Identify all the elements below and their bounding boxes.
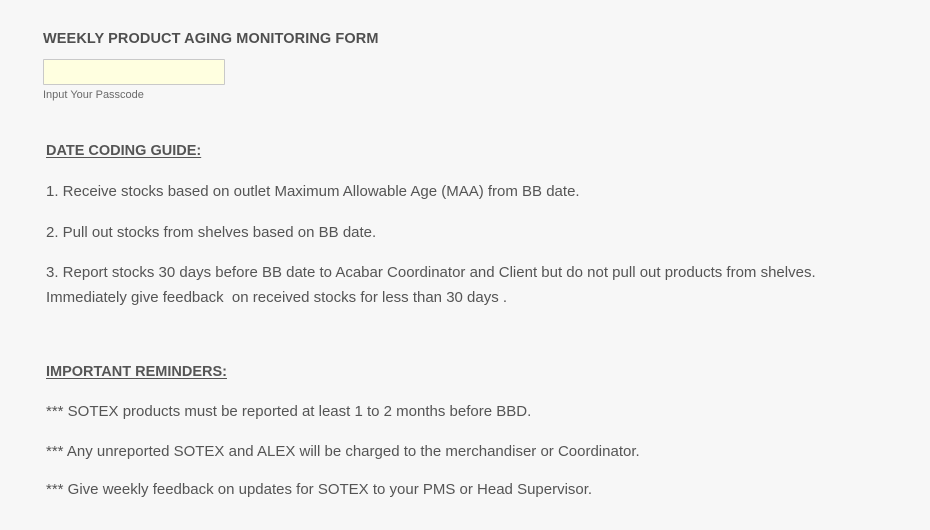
guide-item-3-continued: Immediately give feedback on received stocks for less than 30 days .	[46, 289, 508, 306]
guide-item-1: 1. Receive stocks based on outlet Maximum Allowable Age (MAA) from BB date.	[46, 183, 580, 200]
passcode-input[interactable]	[43, 59, 225, 85]
guide-item-2: 2. Pull out stocks from shelves based on BB date.	[46, 224, 377, 241]
date-coding-guide-heading: DATE CODING GUIDE:	[46, 143, 202, 159]
form-title: WEEKLY PRODUCT AGING MONITORING FORM	[43, 31, 379, 47]
important-reminders-heading: IMPORTANT REMINDERS:	[46, 364, 227, 380]
reminder-item-2: *** Any unreported SOTEX and ALEX will be charged to the merchandiser or Coordinator.	[46, 443, 640, 460]
guide-item-3: 3. Report stocks 30 days before BB date to Acabar Coordinator and Client but do not pull out products from shelves.	[46, 264, 816, 281]
passcode-sublabel: Input Your Passcode	[43, 89, 144, 101]
reminder-item-3: *** Give weekly feedback on updates for SOTEX to your PMS or Head Supervisor.	[46, 481, 593, 498]
reminder-item-1: *** SOTEX products must be reported at least 1 to 2 months before BBD.	[46, 403, 532, 420]
